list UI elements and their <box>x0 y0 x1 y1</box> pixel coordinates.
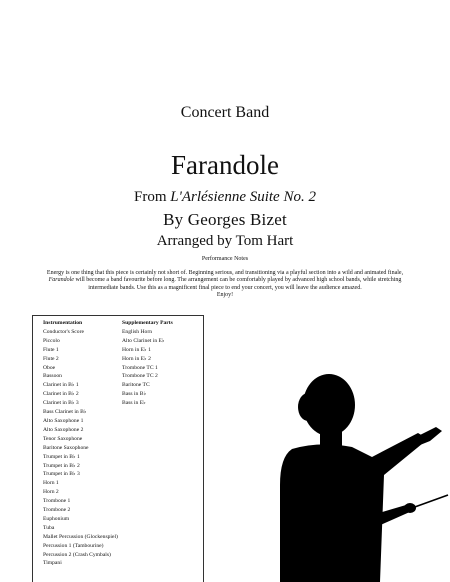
instrument-part: Conductor's Score <box>43 328 84 335</box>
source-work-title: L'Arlésienne Suite No. 2 <box>170 189 316 205</box>
instrument-part: Alto Saxophone 2 <box>43 426 84 433</box>
instrument-part: Flute 1 <box>43 346 59 353</box>
supplementary-part: Horn in E♭ 1 <box>122 346 151 353</box>
instrument-part: Trumpet in B♭ 1 <box>43 453 80 460</box>
supplementary-part: Baritone TC <box>122 382 150 389</box>
performance-notes <box>38 270 412 300</box>
supplementary-part: Trombone TC 2 <box>122 373 158 380</box>
instrument-part: Bassoon <box>43 373 62 380</box>
supplementary-part: English Horn <box>122 328 152 335</box>
instrument-part: Horn 1 <box>43 480 59 487</box>
instrumentation-list <box>43 319 118 568</box>
instrument-part: Trumpet in B♭ 2 <box>43 462 80 469</box>
composer-credit: By Georges Bizet <box>163 210 287 229</box>
instrument-part: Trombone 1 <box>43 498 71 505</box>
supplementary-part: Bass in E♭ <box>122 400 146 407</box>
instrument-part: Trombone 2 <box>43 507 71 514</box>
from-prefix: From <box>134 189 171 205</box>
instrument-part: Clarinet in B♭ 1 <box>43 382 79 389</box>
notes-piece-name: Farandole <box>48 277 74 284</box>
supplementary-part: Alto Clarinet in E♭ <box>122 337 165 344</box>
piece-title: Farandole <box>171 150 279 180</box>
supplementary-part: Horn in E♭ 2 <box>122 355 151 362</box>
notes-text-1: Energy is one thing that this piece is certainly not short of. Beginning serious, and transitioning via a playful section into a wild and animated finale, <box>46 270 404 276</box>
instrument-part: Tenor Saxophone <box>43 435 83 442</box>
performance-notes-heading: Performance Notes <box>201 256 249 262</box>
arranger-credit: Arranged by Tom Hart <box>156 233 294 249</box>
instrument-part: Percussion 1 (Tambourine) <box>43 542 104 549</box>
instrument-part: Trumpet in B♭ 3 <box>43 471 80 478</box>
notes-closing: Enjoy! <box>216 292 234 299</box>
supplementary-parts-list <box>122 319 173 408</box>
instrument-part: Mallet Percussion (Glockenspiel) <box>43 533 118 540</box>
instrument-part: Tuba <box>43 524 55 531</box>
notes-text-2: will become a band favourite before long. The arrangement can be comfortably played by advanced high school bands, while stretching intermediate bands. Use this as a magnificent final piece to end your concert, you will leave the audience amazed. <box>73 277 402 291</box>
instrument-part: Timpani <box>43 560 62 567</box>
supplementary-parts-heading: Supplementary Parts <box>122 320 173 326</box>
instrument-part: Baritone Saxophone <box>43 444 89 451</box>
supplementary-part: Bass in B♭ <box>122 391 147 398</box>
ensemble-label: Concert Band <box>180 104 270 121</box>
instrument-part: Flute 2 <box>43 355 59 362</box>
instrument-part: Bass Clarinet in B♭ <box>43 409 87 416</box>
source-work-line <box>0 189 450 206</box>
instrument-part: Percussion 2 (Crash Cymbals) <box>43 551 111 558</box>
supplementary-part: Trombone TC 1 <box>122 364 158 371</box>
instrument-part: Alto Saxophone 1 <box>43 417 84 424</box>
instrument-part: Euphonium <box>43 515 70 522</box>
instrument-part: Clarinet in B♭ 3 <box>43 400 79 407</box>
instrument-part: Clarinet in B♭ 2 <box>43 391 79 398</box>
instrument-part: Piccolo <box>43 337 60 344</box>
conductor-silhouette-image <box>280 365 450 582</box>
instrument-part: Horn 2 <box>43 489 59 496</box>
instrumentation-heading: Instrumentation <box>43 320 83 326</box>
instrument-part: Oboe <box>43 364 56 371</box>
